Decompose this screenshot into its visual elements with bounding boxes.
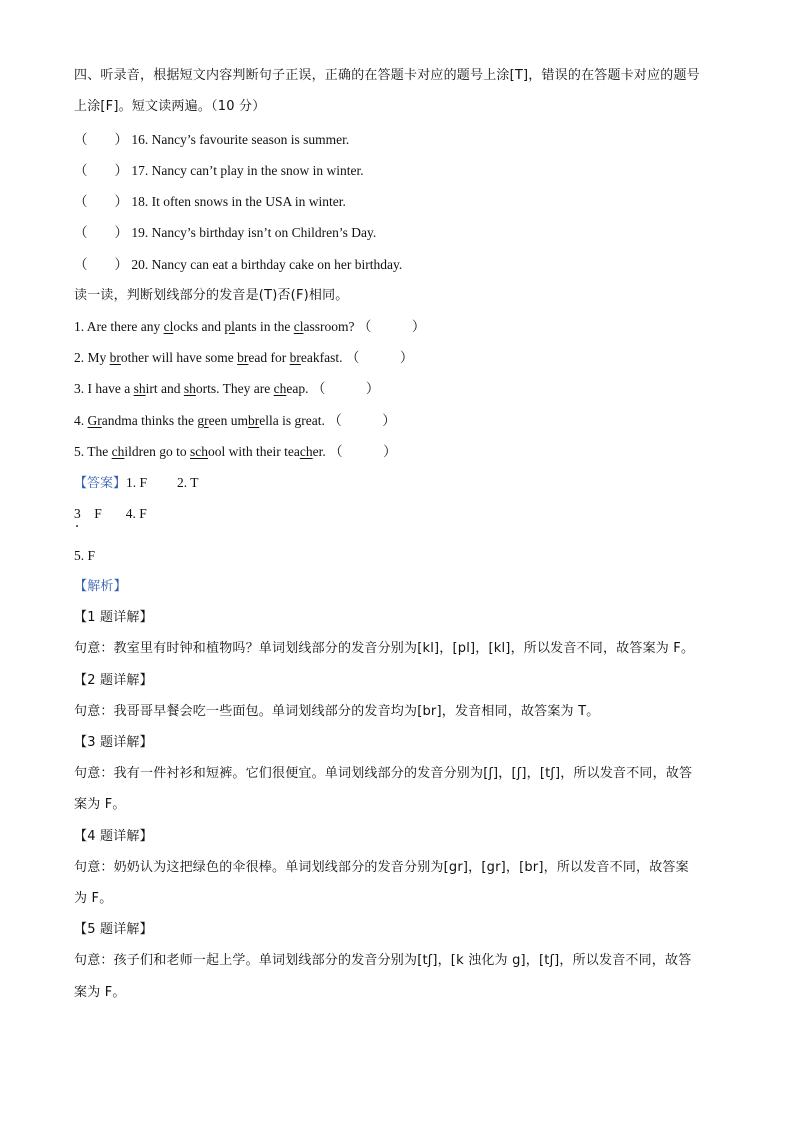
answer-2: 2. T (177, 475, 199, 490)
text-segment: 2. My (74, 350, 110, 365)
answer-bracket: （ ） (74, 163, 128, 178)
item-text: 17. Nancy can’t play in the snow in winter. (131, 163, 364, 178)
detail-1-text: 句意：教室里有时钟和植物吗？单词划线部分的发音分别为[kl]，[pl]，[kl]，所以发音不同，故答案为 F。 (74, 641, 695, 656)
answer-bracket: （ ） (345, 350, 414, 365)
listening-item-18 (74, 192, 346, 212)
section4-heading-line2: 上涂[F]。短文读两遍。（10 分） (74, 99, 266, 114)
text-segment: 4. (74, 413, 88, 428)
underlined-part: Gr (87, 413, 102, 428)
underlined-part: gr (197, 413, 209, 428)
underlined-part: sch (190, 444, 208, 459)
listening-item-20 (74, 255, 402, 275)
listening-item-17 (74, 161, 364, 181)
answer-5: 5. F (74, 548, 96, 563)
text-segment: ead for (248, 350, 290, 365)
item-text: 20. Nancy can eat a birthday cake on her birthday. (131, 257, 403, 272)
answer-row-3 (74, 546, 95, 566)
underlined-part: ch (299, 444, 313, 459)
detail-3-text-line1: 句意：我有一件衬衫和短裤。它们很便宜。单词划线部分的发音分别为[ʃ]，[ʃ]，[tʃ]，所以发音不同，故答 (74, 766, 693, 781)
detail-1-title: 【1 题详解】 (74, 610, 153, 625)
listening-item-16 (74, 130, 349, 150)
answer-bracket: （ ） (311, 381, 380, 396)
detail-2-title: 【2 题详解】 (74, 673, 153, 688)
answer-bracket: （ ） (74, 225, 128, 240)
underlined-part: sh (183, 381, 196, 396)
phonics-question-4 (74, 411, 396, 431)
answer-label: 【答案】 (74, 476, 127, 491)
detail-4-text-line1: 句意：奶奶认为这把绿色的伞很棒。单词划线部分的发音分别为[gr]，[gr]，[br]，所以发音不同，故答案 (74, 860, 689, 875)
answer-4: 4. F (125, 506, 147, 521)
detail-3-text-line2: 案为 F。 (74, 797, 126, 812)
phonics-question-3 (74, 379, 379, 399)
detail-5-text-line1: 句意：孩子们和老师一起上学。单词划线部分的发音分别为[tʃ]，[k 浊化为 g]，[tʃ]，所以发音不同，故答 (74, 953, 692, 968)
analysis-label: 【解析】 (74, 579, 127, 594)
underlined-part: cl (163, 319, 174, 334)
answer-bracket: （ ） (74, 132, 128, 147)
answer-bracket: （ ） (329, 444, 397, 459)
detail-5-text-line2: 案为 F。 (74, 985, 126, 1000)
section4-heading-line1: 四、听录音，根据短文内容判断句子正误，正确的在答题卡对应的题号上涂[T]，错误的在答题卡对应的题号 (74, 68, 700, 83)
detail-4-text-line2: 为 F。 (74, 891, 113, 906)
text-segment: 3. I have a (74, 381, 134, 396)
underlined-part: sh (133, 381, 146, 396)
answer-bracket: （ ） (357, 319, 426, 334)
answer-1: 1. F (126, 475, 148, 490)
text-segment: irt and (145, 381, 184, 396)
answer-row-1 (74, 473, 199, 493)
text-segment: ella is great. (259, 413, 325, 428)
underlined-part: br (289, 350, 301, 365)
text-segment: ool with their tea (208, 444, 300, 459)
answer-bracket: （ ） (328, 413, 396, 428)
underlined-part: ch (111, 444, 125, 459)
phonics-question-5 (74, 442, 397, 462)
text-segment: assroom? (303, 319, 355, 334)
item-text: 19. Nancy’s birthday isn’t on Children’s Day. (131, 225, 377, 240)
underlined-part: br (237, 350, 249, 365)
text-segment: orts. They are (195, 381, 274, 396)
text-segment: andma thinks the (101, 413, 198, 428)
text-segment: ocks and (173, 319, 225, 334)
answer-bracket: （ ） (74, 257, 128, 272)
underlined-part: br (109, 350, 121, 365)
answer-3: 3 F (74, 506, 102, 521)
phonics-question-2 (74, 348, 413, 368)
underlined-part: cl (293, 319, 304, 334)
text-segment: er. (312, 444, 326, 459)
answer-row-2 (74, 504, 147, 524)
detail-4-title: 【4 题详解】 (74, 829, 153, 844)
underlined-part: br (247, 413, 260, 428)
text-segment: eap. (286, 381, 309, 396)
detail-5-title: 【5 题详解】 (74, 922, 153, 937)
text-segment: 1. Are there any (74, 319, 164, 334)
text-segment: ants in the (234, 319, 294, 334)
item-text: 16. Nancy’s favourite season is summer. (131, 132, 350, 147)
phonics-instruction: 读一读，判断划线部分的发音是(T)否(F)相同。 (74, 288, 349, 303)
text-segment: 5. The (74, 444, 112, 459)
underlined-part: pl (224, 319, 235, 334)
stray-dot (76, 525, 78, 527)
text-segment: een um (208, 413, 248, 428)
text-segment: ildren go to (124, 444, 190, 459)
text-segment: eakfast. (300, 350, 343, 365)
detail-2-text: 句意：我哥哥早餐会吃一些面包。单词划线部分的发音均为[br]，发音相同，故答案为 T。 (74, 704, 600, 719)
text-segment: other will have some (120, 350, 238, 365)
phonics-question-1 (74, 317, 425, 337)
answer-bracket: （ ） (74, 194, 128, 209)
item-text: 18. It often snows in the USA in winter. (131, 194, 346, 209)
detail-3-title: 【3 题详解】 (74, 735, 153, 750)
underlined-part: ch (273, 381, 287, 396)
listening-item-19 (74, 223, 376, 243)
